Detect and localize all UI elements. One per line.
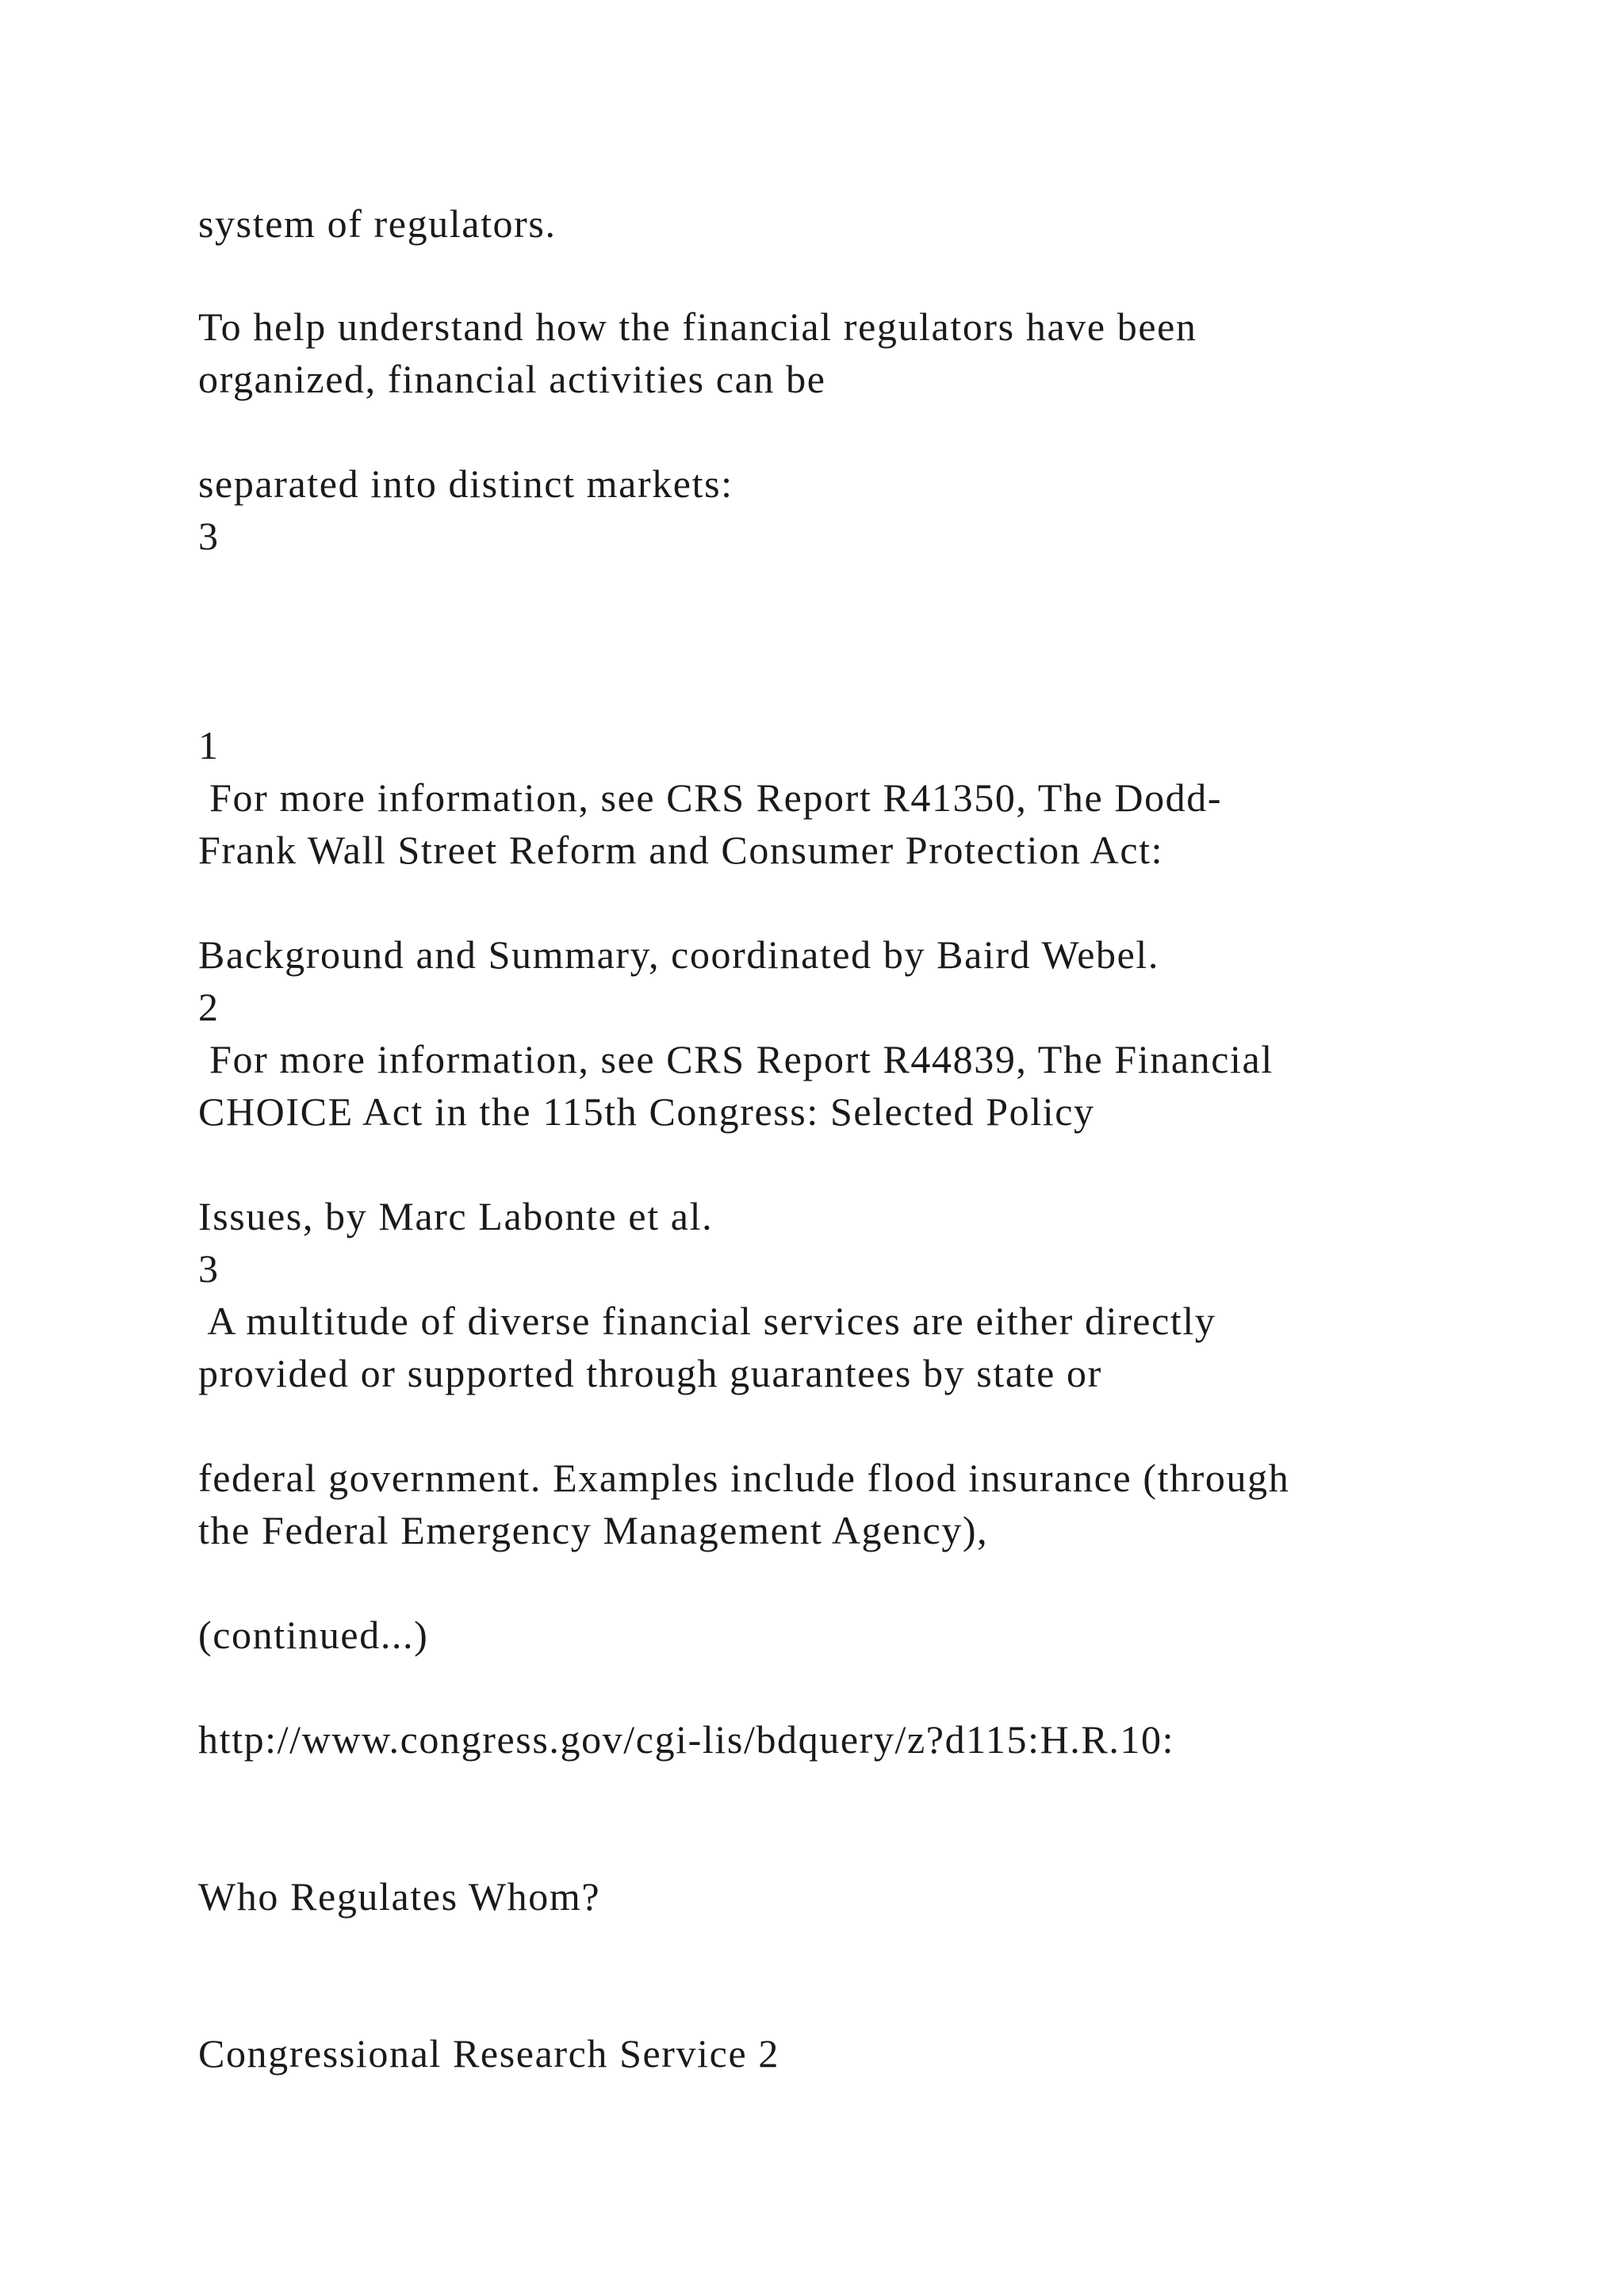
footnote-text-line: For more information, see CRS Report R44839, The Financial	[198, 1037, 1274, 1081]
body-text-line: separated into distinct markets:	[198, 461, 733, 506]
footnote-number: 2	[198, 985, 220, 1029]
footnote-text-line: A multitude of diverse financial services are either directly	[198, 1299, 1216, 1343]
continued-note: (continued...)	[198, 1613, 429, 1657]
footnote-text-line: provided or supported through guarantees by state or	[198, 1351, 1102, 1395]
footnote-text-line: Background and Summary, coordinated by Baird Webel.	[198, 932, 1160, 977]
footnote-reference: 3	[198, 514, 220, 558]
url-text: http://www.congress.gov/cgi-lis/bdquery/z?d115:H.R.10:	[198, 1717, 1175, 1762]
footnote-number: 1	[198, 723, 220, 767]
body-text-line: To help understand how the financial regulators have been	[198, 304, 1197, 349]
footnote-text-line: the Federal Emergency Management Agency),	[198, 1508, 989, 1552]
footnote-text-line: Issues, by Marc Labonte et al.	[198, 1194, 714, 1238]
footnote-number: 3	[198, 1246, 220, 1291]
running-header: Who Regulates Whom?	[198, 1874, 601, 1919]
body-text-line: system of regulators.	[198, 201, 557, 246]
footnote-text-line: Frank Wall Street Reform and Consumer Protection Act:	[198, 828, 1164, 872]
body-text-line: organized, financial activities can be	[198, 357, 826, 401]
footnote-text-line: federal government. Examples include flood insurance (through	[198, 1456, 1290, 1500]
footnote-text-line: CHOICE Act in the 115th Congress: Selected Policy	[198, 1089, 1095, 1134]
page-footer: Congressional Research Service 2	[198, 2031, 779, 2076]
footnote-text-line: For more information, see CRS Report R41350, The Dodd-	[198, 775, 1223, 820]
